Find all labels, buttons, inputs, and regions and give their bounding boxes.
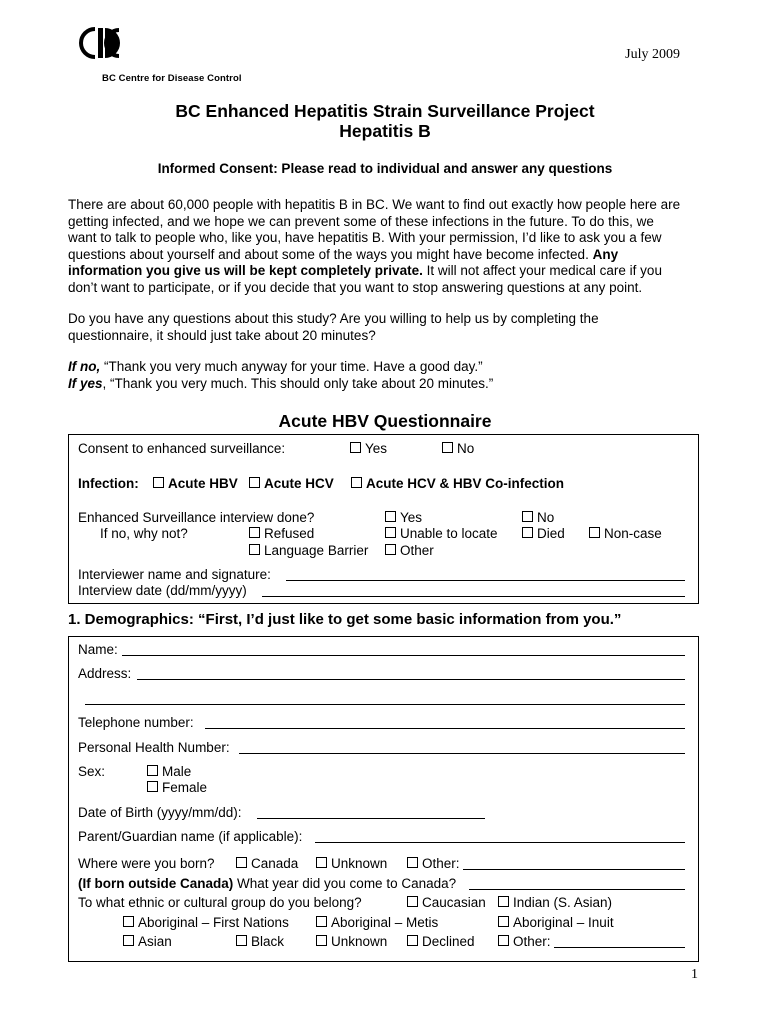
checkbox-icon [249,544,260,555]
ethnicity-other-checkbox[interactable]: Other: [498,934,551,950]
interview-date-label: Interview date (dd/mm/yyyy) [78,583,247,598]
sex-label: Sex: [78,764,106,779]
non-case-checkbox[interactable]: Non-case [589,526,662,542]
address-field[interactable] [137,679,685,680]
document-date: July 2009 [625,47,680,62]
interview-yes-checkbox[interactable]: Yes [385,510,422,526]
checkbox-icon [236,857,247,868]
canada-checkbox[interactable]: Canada [236,856,298,872]
checkbox-icon [407,935,418,946]
guardian-label: Parent/Guardian name (if applicable): [78,829,303,844]
interview-no-checkbox[interactable]: No [522,510,554,526]
first-nations-checkbox[interactable]: Aboriginal – First Nations [123,915,289,931]
phn-label: Personal Health Number: [78,740,230,755]
checkbox-icon [316,935,327,946]
checkbox-icon [123,935,134,946]
declined-checkbox[interactable]: Declined [407,934,475,950]
refused-checkbox[interactable]: Refused [249,526,314,542]
metis-checkbox[interactable]: Aboriginal – Metis [316,915,438,931]
checkbox-icon [498,896,509,907]
inuit-checkbox[interactable]: Aboriginal – Inuit [498,915,614,931]
checkbox-icon [385,511,396,522]
birthplace-other-checkbox[interactable]: Other: [407,856,460,872]
intro-paragraph: There are about 60,000 people with hepatitis B in BC. We want to find out exactly how people here are getting infected, and we hope we can prevent some of these infections in the future. To do this, we want to talk to people who, like you, have hepatitis B. With your permission, I’d like to ask you a few questions about yourself and about some of the ways you might have become infected. Any information you give us will be kept completely private. It will not affect your medical care if you don’t want to participate, or if you decide that you want to stop answering questions at any point. [68,197,681,295]
name-field[interactable] [122,655,685,656]
female-checkbox[interactable]: Female [147,780,207,796]
birthplace-other-field[interactable] [463,869,685,870]
checkbox-icon [407,896,418,907]
checkbox-icon [316,857,327,868]
checkbox-icon [385,527,396,538]
checkbox-icon [350,442,361,453]
male-checkbox[interactable]: Male [147,764,191,780]
questions-paragraph: Do you have any questions about this study? Are you willing to help us by completing the questionnaire, it should just take about 20 minutes? [68,311,599,343]
birthplace-unknown-checkbox[interactable]: Unknown [316,856,387,872]
bccdc-logo [75,25,137,63]
consent-heading: Informed Consent: Please read to individual and answer any questions [157,161,613,176]
interview-date-field[interactable] [262,596,685,597]
dob-field[interactable] [257,818,485,819]
checkbox-icon [589,527,600,538]
year-arrived-label: (If born outside Canada) What year did you come to Canada? [78,876,457,891]
checkbox-icon [522,511,533,522]
died-checkbox[interactable]: Died [522,526,565,542]
checkbox-icon [498,935,509,946]
infection-label: Infection: [78,476,139,491]
checkbox-icon [147,765,158,776]
telephone-field[interactable] [205,728,685,729]
checkbox-icon [153,477,164,488]
checkbox-icon [249,527,260,538]
checkbox-icon [236,935,247,946]
page-number: 1 [691,967,698,982]
language-barrier-checkbox[interactable]: Language Barrier [249,543,368,559]
consent-label: Consent to enhanced surveillance: [78,441,286,456]
asian-checkbox[interactable]: Asian [123,934,172,950]
consent-yes-checkbox[interactable]: Yes [350,441,387,457]
interviewer-label: Interviewer name and signature: [78,567,271,582]
interview-done-label: Enhanced Surveillance interview done? [78,510,315,525]
unable-to-locate-checkbox[interactable]: Unable to locate [385,526,498,542]
document-subtitle: Hepatitis B [339,121,431,141]
address-field-line2[interactable] [85,704,685,705]
interviewer-field[interactable] [286,580,685,581]
document-title: BC Enhanced Hepatitis Strain Surveillance Project [175,101,595,121]
dob-label: Date of Birth (yyyy/mm/dd): [78,805,242,820]
other-reason-checkbox[interactable]: Other [385,543,434,559]
indian-checkbox[interactable]: Indian (S. Asian) [498,895,612,911]
checkbox-icon [147,781,158,792]
phn-field[interactable] [239,753,685,754]
checkbox-icon [498,916,509,927]
why-not-label: If no, why not? [100,526,188,541]
ethnicity-label: To what ethnic or cultural group do you belong? [78,895,362,910]
questionnaire-title: Acute HBV Questionnaire [278,411,492,431]
address-label: Address: [78,666,132,681]
caucasian-checkbox[interactable]: Caucasian [407,895,486,911]
coinfection-checkbox[interactable]: Acute HCV & HBV Co-infection [351,476,564,492]
ethnicity-other-field[interactable] [554,947,685,948]
black-checkbox[interactable]: Black [236,934,284,950]
checkbox-icon [522,527,533,538]
birthplace-label: Where were you born? [78,856,215,871]
checkbox-icon [249,477,260,488]
checkbox-icon [442,442,453,453]
checkbox-icon [385,544,396,555]
guardian-field[interactable] [315,842,685,843]
demographics-box [68,636,699,962]
checkbox-icon [316,916,327,927]
response-scripts: If no, “Thank you very much anyway for your time. Have a good day.” If yes, “Thank you very much. This should only take about 20 minutes.” [68,359,494,391]
acute-hcv-checkbox[interactable]: Acute HCV [249,476,334,492]
checkbox-icon [351,477,362,488]
checkbox-icon [123,916,134,927]
demographics-heading: 1. Demographics: “First, I’d just like to get some basic information from you.” [68,611,622,628]
name-label: Name: [78,642,118,657]
consent-no-checkbox[interactable]: No [442,441,474,457]
year-arrived-field[interactable] [469,889,685,890]
org-name: BC Centre for Disease Control [102,73,242,84]
telephone-label: Telephone number: [78,715,194,730]
ethnicity-unknown-checkbox[interactable]: Unknown [316,934,387,950]
checkbox-icon [407,857,418,868]
acute-hbv-checkbox[interactable]: Acute HBV [153,476,238,492]
